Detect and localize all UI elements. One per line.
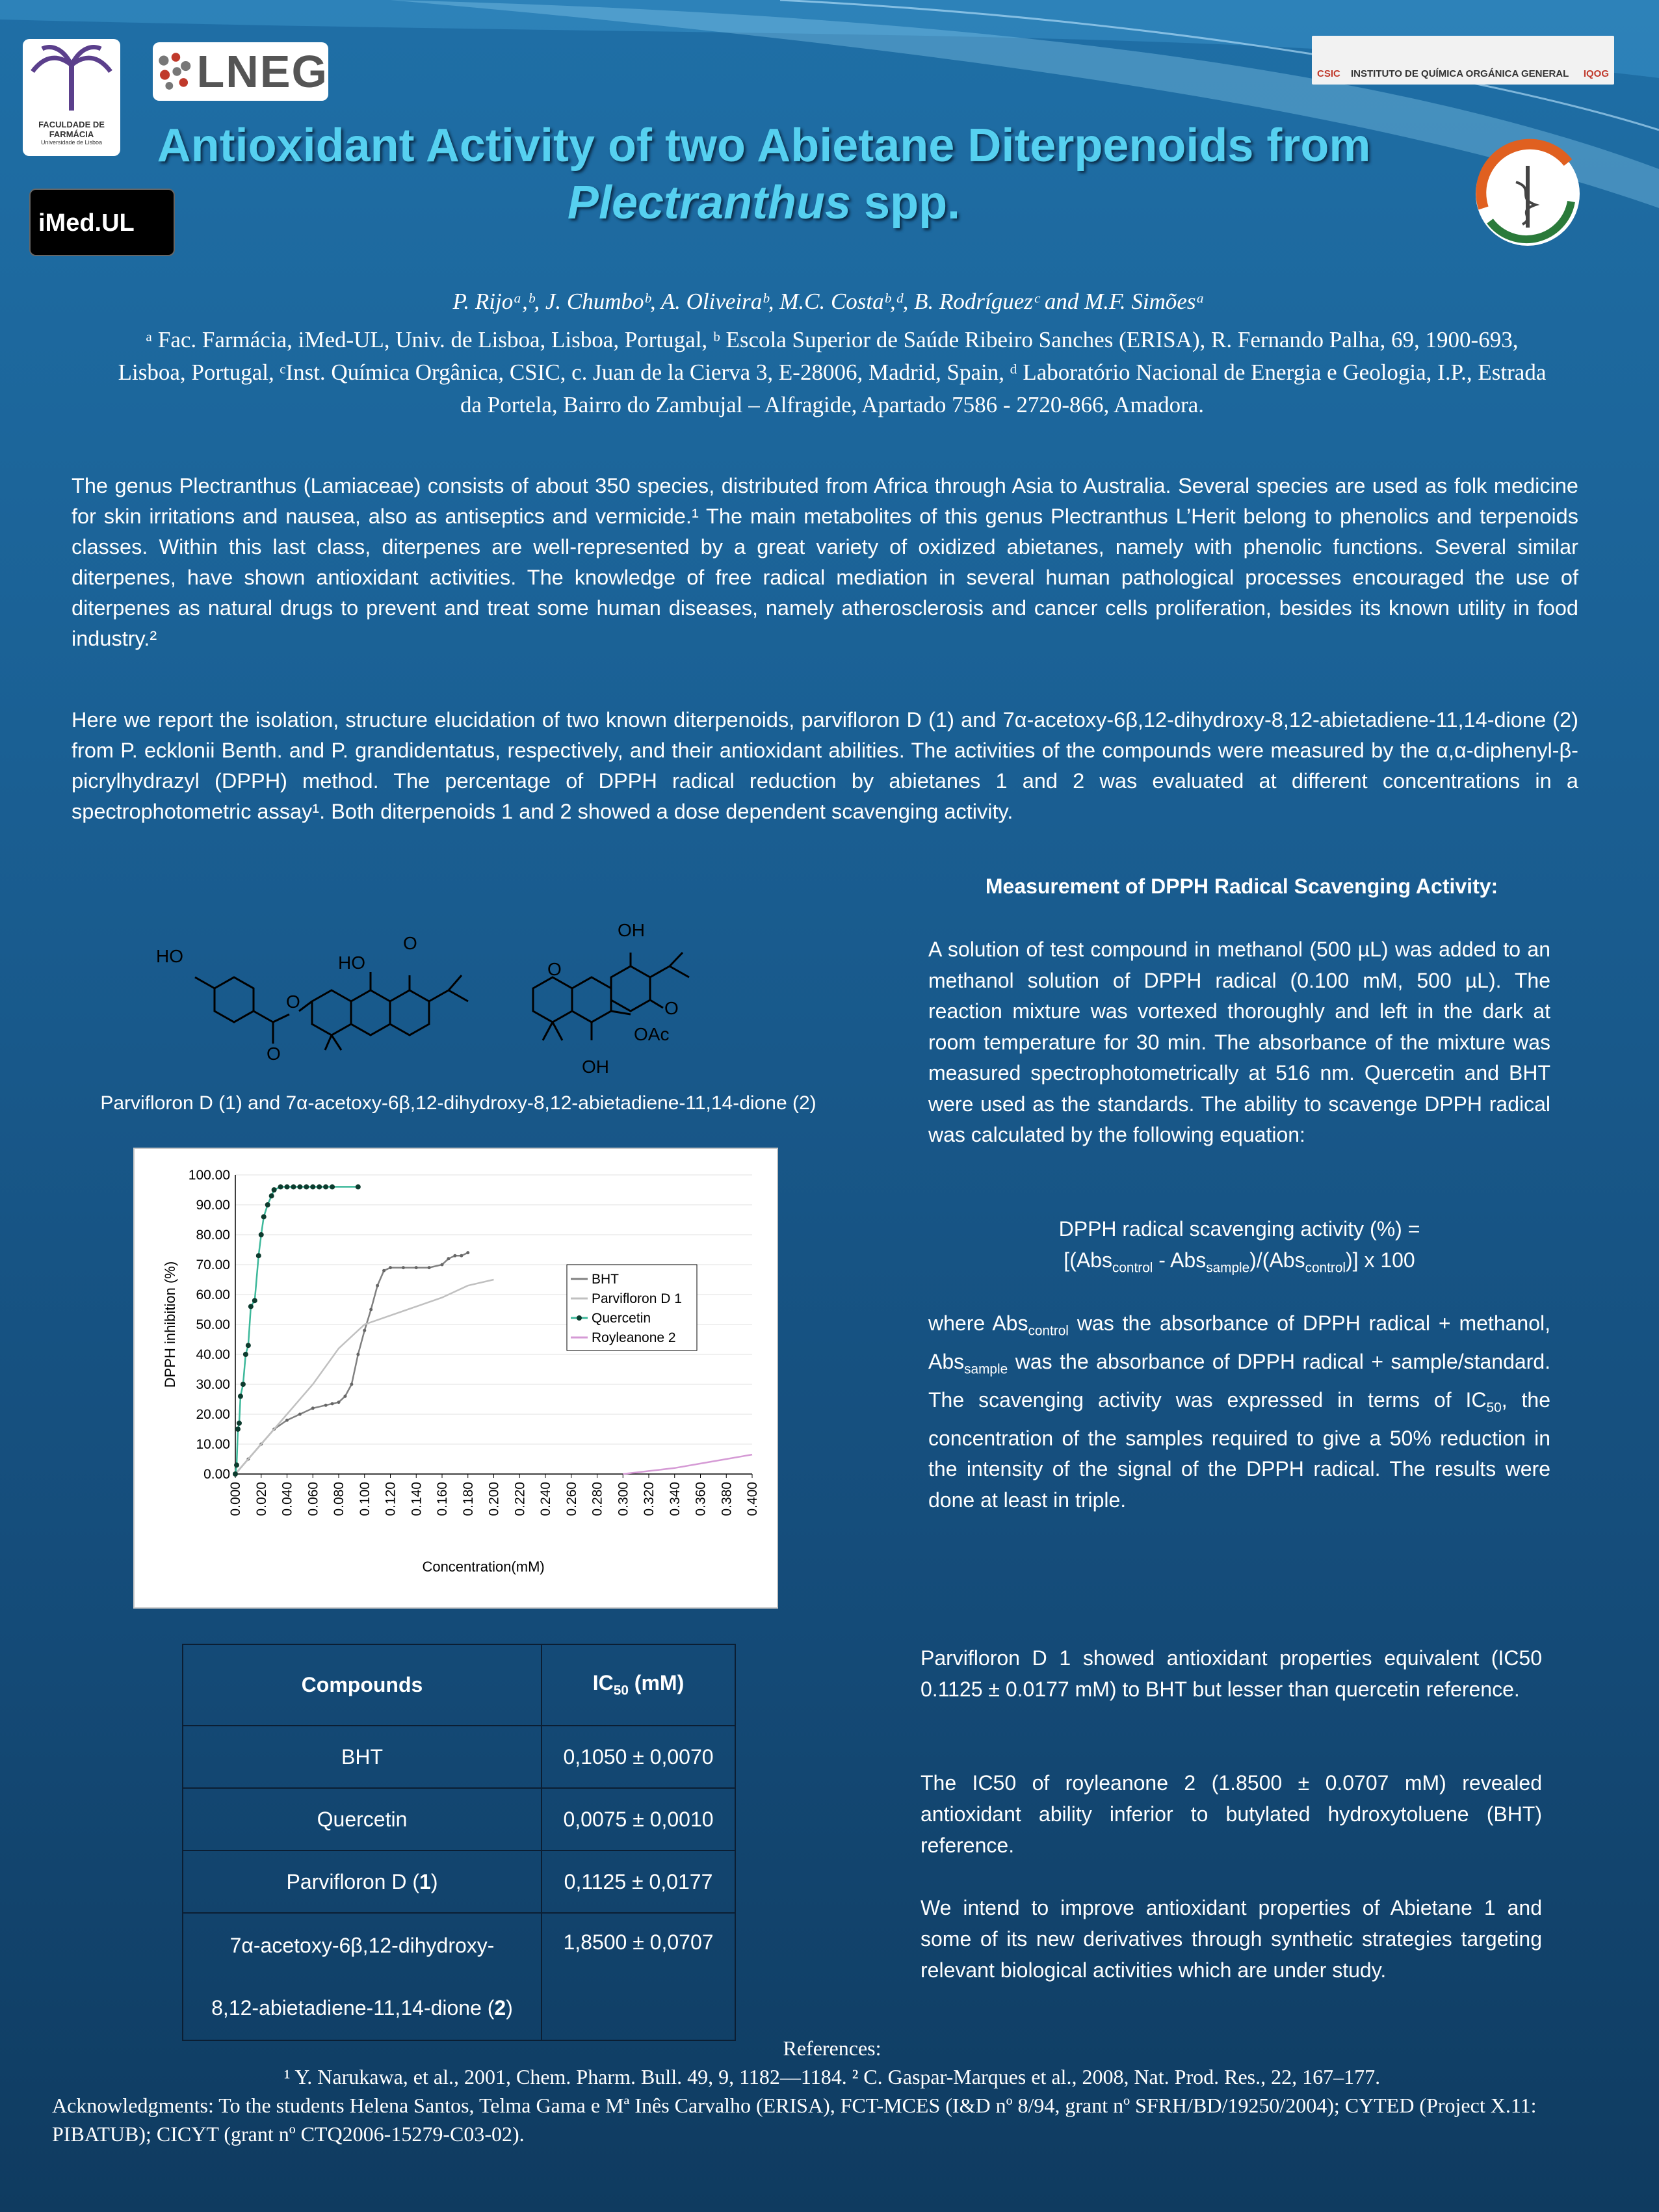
lneg-logo-text: LNEG xyxy=(196,46,328,97)
erisa-emblem-icon xyxy=(1470,137,1584,250)
y-tick-label: 70.00 xyxy=(196,1257,230,1272)
ff-logo-text: FACULDADE DE FARMÁCIA xyxy=(38,120,105,139)
x-tick-label: 0.280 xyxy=(590,1482,605,1516)
data-point xyxy=(343,1395,346,1398)
title-line2 xyxy=(130,174,1398,231)
legend-label: Quercetin xyxy=(592,1311,651,1326)
data-point xyxy=(415,1266,418,1269)
data-point xyxy=(350,1383,353,1386)
results-paragraph-3: We intend to improve antioxidant properties of Abietane 1 and some of its new derivatives through synthetic strategies targeting relevant biological activities which are under study. xyxy=(921,1896,1542,1982)
data-point xyxy=(297,1184,302,1189)
data-point xyxy=(252,1298,257,1303)
x-tick-label: 0.400 xyxy=(745,1482,760,1516)
data-point xyxy=(261,1214,267,1219)
table-cell-value: 0,1125 ± 0,0177 xyxy=(542,1850,735,1913)
y-tick-label: 20.00 xyxy=(196,1407,230,1422)
data-point xyxy=(237,1421,242,1426)
data-point xyxy=(243,1352,248,1357)
x-tick-label: 0.240 xyxy=(538,1482,553,1516)
series-line-3 xyxy=(623,1455,752,1474)
table-cell-value: 0,1050 ± 0,0070 xyxy=(542,1726,735,1788)
series-line-0 xyxy=(235,1253,468,1474)
data-point xyxy=(382,1269,385,1272)
equation-line-1: DPPH radical scavenging activity (%) = xyxy=(1058,1217,1420,1241)
struct-label-ho-1: HO xyxy=(156,946,183,966)
table-cell-compound: Quercetin xyxy=(183,1788,542,1850)
x-tick-label: 0.260 xyxy=(564,1482,579,1516)
table-cell-compound xyxy=(183,1850,542,1913)
y-tick-label: 60.00 xyxy=(196,1287,230,1302)
data-point xyxy=(272,1187,277,1192)
x-tick-label: 0.160 xyxy=(435,1482,450,1516)
struct-label-ho-2: HO xyxy=(338,953,365,973)
title-line1: Antioxidant Activity of two Abietane Diterpenoids from xyxy=(157,120,1371,172)
data-point xyxy=(331,1402,334,1405)
m2-b: was the absorbance of DPPH radical + methanol, Abs xyxy=(928,1311,1551,1373)
r4-line2-a: 8,12-abietadiene-11,14-dione ( xyxy=(211,1996,495,2020)
dpph-chart xyxy=(135,1149,777,1607)
x-tick-label: 0.200 xyxy=(486,1482,502,1516)
table-cell-compound: BHT xyxy=(183,1726,542,1788)
data-point xyxy=(238,1393,243,1399)
struct-label-o-1: O xyxy=(403,933,417,953)
data-point xyxy=(256,1253,261,1258)
m2-sub-1: control xyxy=(1028,1323,1069,1339)
data-point xyxy=(369,1308,372,1311)
struct-label-o-2: O xyxy=(286,992,300,1012)
series-line-1 xyxy=(235,1280,494,1474)
dpph-chart-panel xyxy=(133,1148,778,1609)
table-row xyxy=(183,1850,735,1913)
references xyxy=(52,2034,1612,2148)
m2-d: , the concentration of the samples required to give a 50% reduction in the intensity of the signal of the DPPH radical. The results were done at least in triple. xyxy=(928,1388,1551,1512)
x-tick-label: 0.020 xyxy=(254,1482,269,1516)
data-point xyxy=(376,1284,379,1287)
data-point xyxy=(285,1419,289,1422)
y-tick-label: 0.00 xyxy=(203,1467,230,1482)
legend-label: Parvifloron D 1 xyxy=(592,1291,682,1306)
ic50-table xyxy=(182,1644,736,2041)
r4-line1: 7α-acetoxy-6β,12-dihydroxy- xyxy=(229,1934,495,1957)
legend-label: BHT xyxy=(592,1272,619,1287)
imed-logo-text: iMed.UL xyxy=(38,209,135,237)
r3-name-bold: 1 xyxy=(419,1869,431,1893)
x-tick-label: 0.320 xyxy=(642,1482,657,1516)
data-point xyxy=(447,1257,450,1260)
iqog-abbr-text: IQOG xyxy=(1583,68,1609,79)
x-tick-label: 0.180 xyxy=(460,1482,476,1516)
r3-name-a: Parvifloron D ( xyxy=(286,1869,420,1893)
lneg-dots-icon xyxy=(153,46,197,98)
table-row xyxy=(183,1788,735,1850)
struct-label-o-3: O xyxy=(267,1044,281,1064)
data-point xyxy=(278,1184,283,1189)
data-point xyxy=(323,1184,328,1189)
poster-title xyxy=(130,117,1398,231)
data-point xyxy=(241,1382,246,1387)
ic50-b: (mM) xyxy=(628,1671,685,1695)
header-compounds: Compounds xyxy=(183,1644,542,1726)
table-cell-value: 0,0075 ± 0,0010 xyxy=(542,1788,735,1850)
eq-sub-sample: sample xyxy=(1206,1259,1250,1275)
equation xyxy=(928,1214,1550,1283)
results-paragraph-2: The IC50 of royleanone 2 (1.8500 ± 0.0707 mM) revealed antioxidant ability inferior to butylated hydroxytoluene (BHT) reference. xyxy=(921,1771,1542,1857)
x-tick-label: 0.000 xyxy=(228,1482,243,1516)
data-point xyxy=(310,1184,315,1189)
x-tick-label: 0.060 xyxy=(306,1482,321,1516)
struct-label-o-5: O xyxy=(664,998,679,1018)
eq-part-b: - Abs xyxy=(1153,1248,1207,1272)
x-tick-label: 0.220 xyxy=(512,1482,528,1516)
struct-label-oh-2: OH xyxy=(582,1057,609,1077)
y-tick-label: 10.00 xyxy=(196,1437,230,1452)
x-tick-label: 0.120 xyxy=(383,1482,398,1516)
data-point xyxy=(356,1353,359,1356)
results-paragraph-1: Parvifloron D 1 showed antioxidant properties equivalent (IC50 0.1125 ± 0.0177 mM) to BHT but lesser than quercetin reference. xyxy=(921,1646,1542,1701)
x-tick-label: 0.080 xyxy=(332,1482,346,1516)
x-tick-label: 0.140 xyxy=(409,1482,425,1516)
struct-label-oh-1: OH xyxy=(618,920,645,940)
references-heading: References: xyxy=(783,2036,882,2060)
data-point xyxy=(356,1184,361,1189)
r4-line2-b: ) xyxy=(506,1996,513,2020)
data-point xyxy=(285,1184,290,1189)
data-point xyxy=(269,1193,274,1198)
data-point xyxy=(324,1404,328,1407)
eq-part-c: )/(Abs xyxy=(1249,1248,1305,1272)
method-paragraph-1: A solution of test compound in methanol (500 µL) was added to an methanol solution of DPPH radical (0.100 mM, 500 µL). The reaction mixture was vortexed thoroughly and left in the dark at room temperature for 30 min. The absorbance of the mixture was measured spectrophotometrically at 516 nm. Quercetin and BHT were used as the standards. The ability to scavenge DPPH radical was calculated by the following equation: xyxy=(928,938,1550,1146)
data-point xyxy=(337,1401,341,1404)
data-point xyxy=(298,1413,302,1416)
y-tick-label: 100.00 xyxy=(188,1168,230,1183)
x-tick-label: 0.360 xyxy=(693,1482,709,1516)
x-tick-label: 0.040 xyxy=(280,1482,295,1516)
title-genus: Plectranthus xyxy=(567,177,852,229)
struct-label-o-4: O xyxy=(547,959,562,979)
palm-tree-icon xyxy=(23,39,120,117)
csic-text: CSIC xyxy=(1317,68,1340,79)
r3-name-b: ) xyxy=(430,1869,438,1893)
intro-paragraph-2: Here we report the isolation, structure elucidation of two known diterpenoids, parvifloron D (1) and 7α-acetoxy-6β,12-dihydroxy-8,12-abietadiene-11,14-dione (2) from P. ecklonii Benth. and P. grandidentatus, respectively, and their antioxidant abilities. The activities of the compounds were measured by the α,α-diphenyl-β-picrylhydrazyl (DPPH) method. The percentage of DPPH radical reduction by abietanes 1 and 2 was evaluated at different concentrations in a spectrophotometric assay¹. Both diterpenoids 1 and 2 showed a dose dependent scavenging activity. xyxy=(72,708,1578,823)
data-point xyxy=(428,1266,431,1269)
iqog-logo xyxy=(1312,36,1614,85)
equation-line-2 xyxy=(928,1245,1550,1284)
ff-logo-subtext: Universidade de Lisboa xyxy=(40,139,103,146)
references-line: ¹ Y. Narukawa, et al., 2001, Chem. Pharm. Bull. 49, 9, 1182—1184. ² C. Gaspar-Marques et al., 2008, Nat. Prod. Res., 22, 167–177. xyxy=(283,2065,1381,2088)
ic50-sub: 50 xyxy=(613,1683,629,1698)
data-point xyxy=(317,1184,322,1189)
legend-label: Royleanone 2 xyxy=(592,1330,676,1345)
table-header-row xyxy=(183,1644,735,1726)
eq-part-a: [(Abs xyxy=(1064,1248,1112,1272)
data-point xyxy=(460,1254,463,1257)
data-point xyxy=(248,1304,254,1309)
method-paragraph-2 xyxy=(928,1308,1550,1516)
data-point xyxy=(246,1343,251,1348)
table-row xyxy=(183,1913,735,2040)
m2-sub-2: sample xyxy=(964,1362,1008,1377)
legend-marker xyxy=(577,1315,582,1321)
data-point xyxy=(311,1406,315,1410)
intro-paragraph-1: The genus Plectranthus (Lamiaceae) consists of about 350 species, distributed from Africa through Asia to Australia. Several species are used as folk medicine for skin irritations and nausea, also as antiseptics and vermicide.¹ The main metabolites of this genus Plectranthus L’Herit belong to phenolics and terpenoids classes. Within this last class, diterpenes are well-represented by a great variety of oxidized abietanes, namely with phenolic functions. Several similar diterpenes, have shown antioxidant activities. The knowledge of free radical mediation in several human pathological processes encouraged the use of diterpenes as natural drugs to prevent and treat some human diseases, namely atherosclerosis and cancer cells proliferation, besides its known utility in food industry.² xyxy=(72,474,1578,650)
x-tick-label: 0.300 xyxy=(616,1482,631,1516)
data-point xyxy=(330,1184,335,1189)
title-rest: spp. xyxy=(851,177,961,229)
x-tick-label: 0.100 xyxy=(357,1482,372,1516)
iqog-text: INSTITUTO DE QUÍMICA ORGÁNICA GENERAL xyxy=(1351,68,1569,79)
data-point xyxy=(234,1462,239,1468)
eq-sub-control-2: control xyxy=(1305,1259,1346,1275)
authors: P. Rijoᵃ,ᵇ, J. Chumboᵇ, A. Oliveiraᵇ, M.C. Costaᵇ,ᵈ, B. Rodríguezᶜ and M.F. Simõesᵃ xyxy=(452,289,1205,314)
data-point xyxy=(363,1329,366,1332)
m2-sub-3: 50 xyxy=(1486,1400,1502,1415)
ff-logo xyxy=(23,39,120,156)
data-point xyxy=(453,1254,456,1257)
m2-c: was the absorbance of DPPH radical + sample/standard. The scavenging activity was expressed in terms of IC xyxy=(928,1349,1550,1412)
eq-part-d: )] x 100 xyxy=(1346,1248,1415,1272)
structure-1 xyxy=(195,972,468,1050)
table-cell-compound xyxy=(183,1913,542,2040)
x-axis-label: Concentration(mM) xyxy=(422,1559,545,1575)
r4-line2 xyxy=(184,1977,540,2039)
ic50-a: IC xyxy=(592,1671,614,1695)
data-point xyxy=(259,1232,264,1237)
struct-label-oac: OAc xyxy=(634,1024,670,1044)
eq-sub-control-1: control xyxy=(1112,1259,1153,1275)
y-tick-label: 90.00 xyxy=(196,1198,230,1213)
data-point xyxy=(389,1266,392,1269)
data-point xyxy=(402,1266,405,1269)
data-point xyxy=(291,1184,296,1189)
table-cell-value: 1,8500 ± 0,0707 xyxy=(542,1913,735,2040)
header-ic50 xyxy=(542,1644,735,1726)
r4-line2-bold: 2 xyxy=(494,1996,506,2020)
data-point xyxy=(304,1184,309,1189)
m2-a: where Abs xyxy=(928,1311,1028,1335)
series-line-2 xyxy=(235,1187,358,1474)
x-tick-label: 0.380 xyxy=(719,1482,735,1516)
y-tick-label: 50.00 xyxy=(196,1317,230,1332)
method-heading: Measurement of DPPH Radical Scavenging Activity: xyxy=(985,875,1498,898)
y-tick-label: 30.00 xyxy=(196,1377,230,1392)
acknowledgments: Acknowledgments: To the students Helena Santos, Telma Gama e Mª Inês Carvalho (ERISA), FCT-MCES (I&D nº 8/94, grant nº SFRH/BD/19250/2004); CYTED (Project X.11: PIBATUB); CICYT (grant nº CTQ2006-15279-C03-02). xyxy=(52,2094,1537,2146)
y-axis-label: DPPH inhibition (%) xyxy=(162,1261,178,1388)
table-row xyxy=(183,1726,735,1788)
chemical-structures xyxy=(150,910,722,1086)
y-tick-label: 80.00 xyxy=(196,1228,230,1243)
x-tick-label: 0.340 xyxy=(667,1482,683,1516)
lneg-logo xyxy=(153,42,328,101)
structures-caption: Parvifloron D (1) and 7α-acetoxy-6β,12-dihydroxy-8,12-abietadiene-11,14-dione (2) xyxy=(100,1092,816,1114)
data-point xyxy=(466,1251,469,1254)
data-point xyxy=(441,1263,444,1267)
affiliations: ᵃ Fac. Farmácia, iMed-UL, Univ. de Lisboa, Lisboa, Portugal, ᵇ Escola Superior de Saúde Ribeiro Sanches (ERISA), R. Fernando Palha, 69, 1900-693, Lisboa, Portugal, ᶜInst. Química Orgânica, CSIC, c. Juan de la Cierva 3, E-28006, Madrid, Spain, ᵈ Laboratório Nacional de Energia e Geologia, I.P., Estrada da Portela, Bairro do Zambujal – Alfragide, Apartado 7586 - 2720-866, Amadora. xyxy=(118,327,1547,417)
data-point xyxy=(265,1202,270,1207)
data-point xyxy=(235,1427,241,1432)
y-tick-label: 40.00 xyxy=(196,1347,230,1362)
data-point xyxy=(233,1471,238,1477)
